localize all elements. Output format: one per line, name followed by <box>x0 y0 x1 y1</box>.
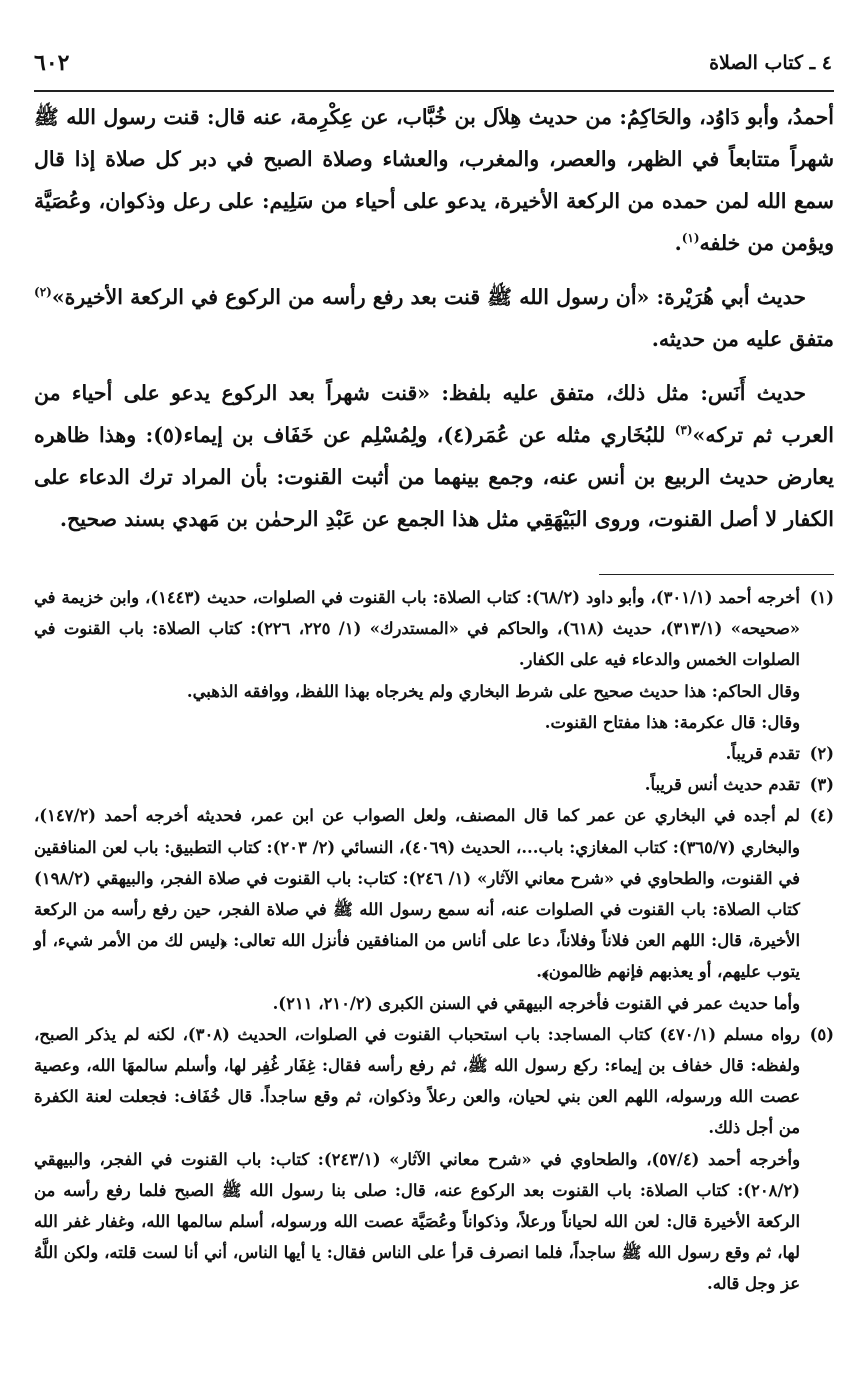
chapter-title: ٤ ـ كتاب الصلاة <box>709 52 832 74</box>
page-number: ٦٠٢ <box>34 50 70 76</box>
footnote-text: وأخرجه أحمد (٥٧/٤)، والطحاوي في «شرح معاني الآثار» (٢٤٣/١): كتاب: باب القنوت في الفجر، والبيهقي (٢٠٨/٢): كتاب الصلاة: باب القنوت بعد الركوع عنه، قال: صلى بنا رسول الله ﷺ الصبح فلما رفع رأسه من الركعة الأخيرة قال: لعن الله لحياناً ورعلاً، وذكواناً وعُصَيَّة عصت الله ورسوله، أسلم سالمها الله، وغفار غفر الله لها، ثم وقع رسول الله ﷺ ساجداً، فلما انصرف قرأ على الناس فقال: يا أيها الناس، أني أنا لست قلته، ولكن اللَّهُ عز وجل قاله. <box>34 1149 801 1294</box>
footnote-ref: (٢) <box>34 285 52 300</box>
footnote-number: (٤) <box>809 806 834 826</box>
footnote <box>34 582 834 738</box>
footnote-text: أخرجه أحمد (٣٠١/١)، وأبو داود (٦٨/٢): كتاب الصلاة: باب القنوت في الصلوات، حديث (١٤٤٣)، وابن خزيمة في «صحيحه» (٣١٣/١)، حديث (٦١٨)، والحاكم في «المستدرك» (١/ ٢٢٥، ٢٢٦): كتاب الصلاة: باب القنوت في الصلوات الخمس والدعاء فيه على الكفار. <box>34 588 800 670</box>
paragraph: أحمدُ، وأبو دَاوُد، والحَاكِمُ: من حديث هِلاَل بن خُبَّاب، عن عِكْرِمة، عنه قال: قنت رسول الله ﷺ شهراً متتابعاً في الظهر، والعصر، والمغرب، والعشاء وصلاة الصبح في دبر كل صلاة إذا قال سمع الله لمن حمده من الركعة الأخيرة، يدعو على أحياء من سَلِيم: على رعل وذكوان، وعُصَيَّة ويؤمن من خلفه$^{(١)}$. <box>34 105 834 255</box>
footnote-text: وأما حديث عمر في القنوت فأخرجه البيهقي في السنن الكبرى (٢١٠/٢، ٢١١). <box>272 993 800 1013</box>
footnote-text: تقدم قريباً. <box>725 744 800 764</box>
footnotes <box>34 582 834 1300</box>
footnote <box>34 769 834 800</box>
footnote-ref: (١) <box>681 231 700 246</box>
footnote-text: وقال: قال عكرمة: هذا مفتاح القنوت. <box>544 712 800 732</box>
footnote-text: رواه مسلم (٤٧٠/١) كتاب المساجد: باب استحباب القنوت في الصلوات، الحديث (٣٠٨)، لكنه لم يذكر الصبح، ولفظه: قال خفاف بن إيماء: ركع رسول الله ﷺ، ثم رفع رأسه فقال: غِفَار غُفِر لها، وأسلم سالمهَا الله، وعصية عصت الله ورسوله، اللهم العن بني لحيان، والعن رعلاً وذكوان، ثم وقع ساجداً. قال خُفَاف: فجعلت لعنة الكفرة من أجل ذلك. <box>34 1024 800 1138</box>
footnote-number: (٣) <box>809 775 834 795</box>
footnote-text: تقدم حديث أنس قريباً. <box>644 775 800 795</box>
book-page <box>34 0 834 1375</box>
header-rule <box>34 90 834 92</box>
footnote-number: (٥) <box>809 1024 834 1044</box>
page-header <box>34 42 834 82</box>
main-text <box>34 96 834 552</box>
footnote-number: (١) <box>809 588 834 607</box>
footnote <box>34 738 834 769</box>
footnote-text: وقال الحاكم: هذا حديث صحيح على شرط البخاري ولم يخرجاه بهذا اللفظ، ووافقه الذهبي. <box>186 681 800 701</box>
footnote <box>34 1019 834 1300</box>
footnote-ref: (٣) <box>674 423 693 438</box>
footnote-number: (٢) <box>809 744 834 764</box>
footnote-separator <box>599 574 834 575</box>
footnote <box>34 800 834 1018</box>
footnote-text: لم أجده في البخاري عن عمر كما قال المصنف، ولعل الصواب عن ابن عمر، فحديثه أخرجه أحمد (١٤٧/٢)، والبخاري (٣٦٥/٧): كتاب المغازي: باب...، الحديث (٤٠٦٩)، النسائي (٢/ ٢٠٣): كتاب التطبيق: باب لعن المنافقين في القنوت، والطحاوي في «شرح معاني الآثار» (١/ ٢٤٦): كتاب: باب القنوت في صلاة الفجر، والبيهقي (١٩٨/٢) كتاب الصلاة: باب القنوت في الصلوات عنه، أنه سمع رسول الله ﷺ في صلاة الفجر، حين رفع رأسه من الركعة الأخيرة، قال: اللهم العن فلاناً وفلاناً، دعا على أناس من المنافقين فأنزل الله تعالى: ﴿ليس لك من الأمر شيء، أو يتوب عليهم، أو يعذبهم فإنهم ظالمون﴾. <box>34 806 800 982</box>
paragraph: حديث أَنَس: مثل ذلك، متفق عليه بلفظ: «قنت شهراً بعد الركوع يدعو على أحياء من العرب ثم تركه»$^{(٣)}$ للبُخَاري مثله عن عُمَر(٤)، ولِمُسْلِم عن خَفَاف بن إيماء(٥): وهذا ظاهره يعارض حديث الربيع بن أنس عنه، وجمع بينهما من أثبت القنوت: بأن المراد ترك الدعاء على الكفار لا أصل القنوت، وروى البَيْهَقِي مثل هذا الجمع عن عَبْدِ الرحمٰن بن مَهدي بسند صحيح. <box>34 381 834 531</box>
paragraph: حديث أبي هُرَيْرة: «أن رسول الله ﷺ قنت بعد رفع رأسه من الركوع في الركعة الأخيرة»$^{(٢)}$ متفق عليه من حديثه. <box>34 285 834 351</box>
